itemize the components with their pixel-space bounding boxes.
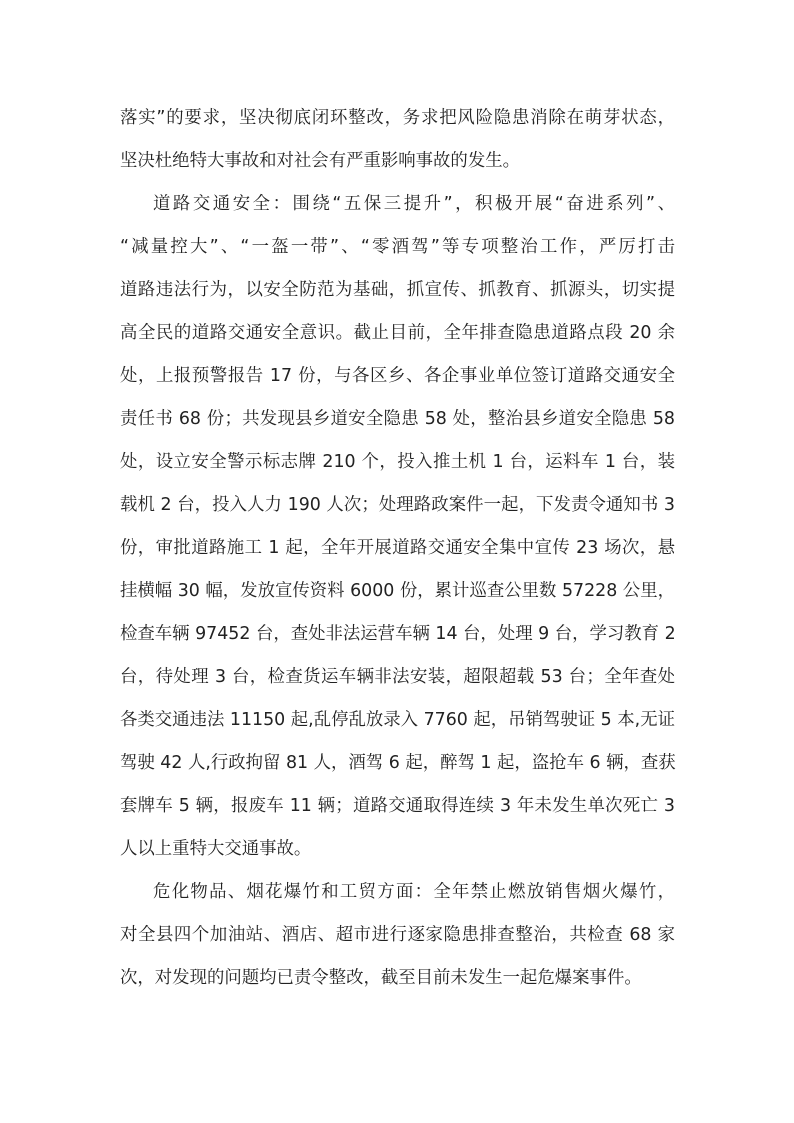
text-line-6: 高全民的道路交通安全意识。截止目前，全年排查隐患道路点段 20 余: [120, 323, 675, 343]
text-line-10: 载机 2 台，投入人力 190 人次；处理路政案件一起，下发责令通知书 3: [120, 495, 675, 515]
text-line-14: 台，待处理 3 台，检查货运车辆非法安装，超限超载 53 台；全年查处: [120, 667, 675, 687]
text-line-13: 检查车辆 97452 台，查处非法运营车辆 14 台，处理 9 台，学习教育 2: [120, 624, 676, 644]
text-line-20: 对全县四个加油站、酒店、超市进行逐家隐患排查整治，共检查 68 家: [120, 925, 675, 945]
text-line-3: 道路交通安全：围绕“五保三提升”，积极开展“奋进系列”、: [153, 194, 675, 214]
text-line-18: 人以上重特大交通事故。: [120, 839, 312, 859]
text-line-7: 处，上报预警报告 17 份，与各区乡、各企事业单位签订道路交通安全: [120, 366, 675, 386]
text-line-12: 挂横幅 30 幅，发放宣传资料 6000 份，累计巡查公里数 57228 公里，: [120, 581, 675, 601]
text-line-1: 落实”的要求，坚决彻底闭环整改，务求把风险隐患消除在萌芽状态，: [120, 108, 675, 128]
text-line-8: 责任书 68 份；共发现县乡道安全隐患 58 处，整治县乡道安全隐患 58: [120, 409, 675, 429]
text-line-21: 次，对发现的问题均已责令整改，截至目前未发生一起危爆案事件。: [120, 968, 642, 988]
text-line-15: 各类交通违法 11150 起,乱停乱放录入 7760 起，吊销驾驶证 5 本,无证: [120, 710, 675, 730]
text-line-2: 坚决杜绝特大事故和对社会有严重影响事故的发生。: [120, 151, 520, 171]
text-line-11: 份，审批道路施工 1 起，全年开展道路交通安全集中宣传 23 场次，悬: [120, 538, 675, 558]
text-line-19: 危化物品、烟花爆竹和工贸方面：全年禁止燃放销售烟火爆竹，: [153, 882, 675, 902]
text-line-16: 驾驶 42 人,行政拘留 81 人，酒驾 6 起，醉驾 1 起，盗抢车 6 辆，查获: [120, 753, 676, 773]
text-line-9: 处，设立安全警示标志牌 210 个，投入推土机 1 台，运料车 1 台，装: [120, 452, 675, 472]
text-line-5: 道路违法行为，以安全防范为基础，抓宣传、抓教育、抓源头，切实提: [120, 280, 675, 300]
text-line-17: 套牌车 5 辆，报废车 11 辆；道路交通取得连续 3 年未发生单次死亡 3: [120, 796, 675, 816]
text-line-4: “减量控大”、“一盔一带”、“零酒驾”等专项整治工作，严厉打击: [120, 237, 675, 257]
